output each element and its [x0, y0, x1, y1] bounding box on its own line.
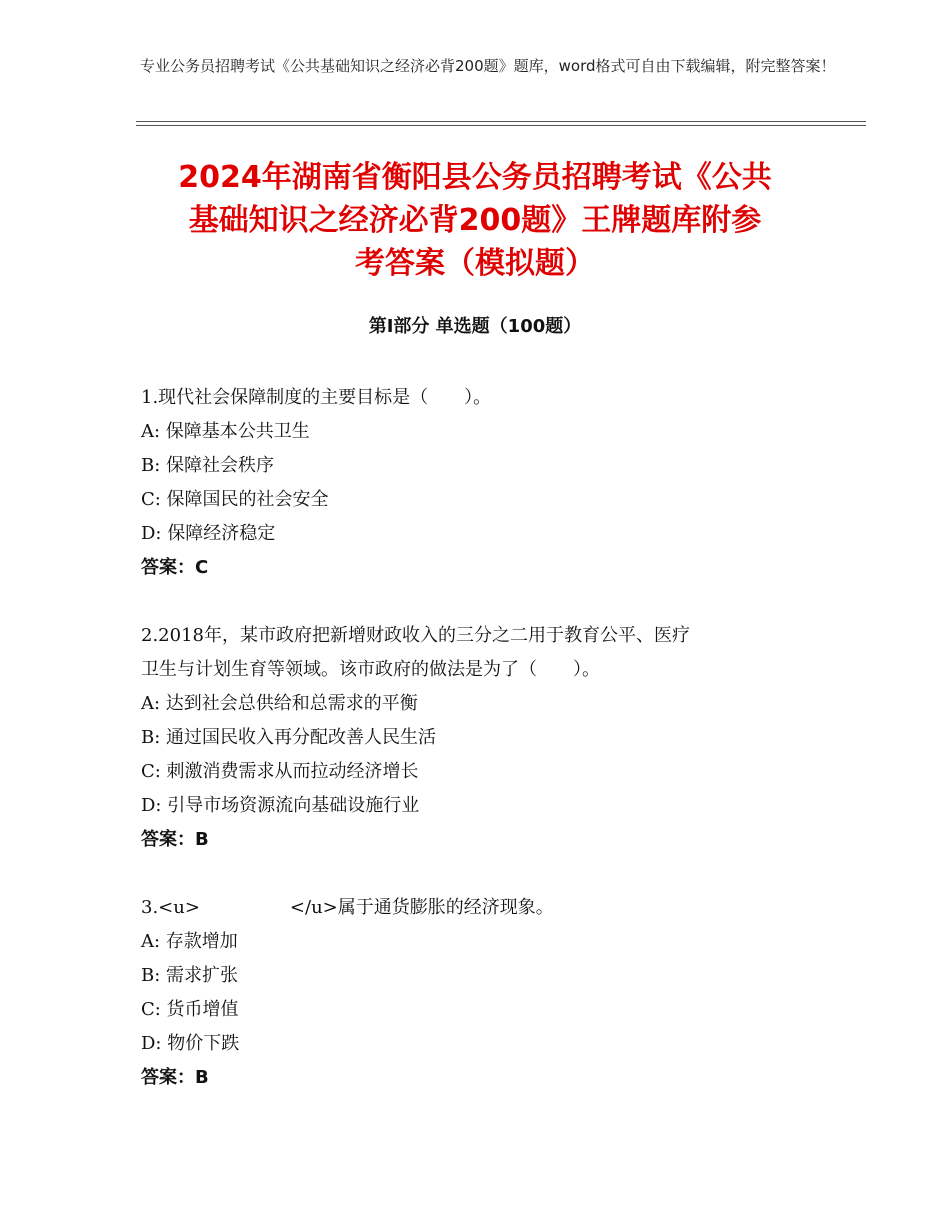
- document-title: [100, 156, 850, 285]
- option-c: C: 保障国民的社会安全: [141, 489, 329, 510]
- header-note: 专业公务员招聘考试《公共基础知识之经济必背200题》题库，word格式可自由下载编辑，附完整答案！: [140, 57, 836, 75]
- option-c: C: 刺激消费需求从而拉动经济增长: [141, 761, 419, 782]
- question-2: [141, 619, 821, 857]
- option-b: B: 保障社会秩序: [141, 455, 275, 476]
- question-stem: 3.<u> </u>属于通货膨胀的经济现象。: [141, 897, 554, 918]
- option-c: C: 货币增值: [141, 999, 239, 1020]
- title-line-1: 2024年湖南省衡阳县公务员招聘考试《公共: [178, 160, 772, 195]
- question-3: [141, 891, 821, 1095]
- question-list: [141, 381, 821, 1129]
- section-heading: 第Ⅰ部分 单选题（100题）: [368, 316, 582, 337]
- question-1: [141, 381, 821, 585]
- answer-line: 答案：B: [141, 1067, 209, 1088]
- question-stem: 2.2018年，某市政府把新增财政收入的三分之二用于教育公平、医疗: [141, 625, 690, 646]
- answer-line: 答案：C: [141, 557, 209, 578]
- header-divider: [136, 121, 866, 126]
- answer-line: 答案：B: [141, 829, 209, 850]
- option-a: A: 存款增加: [141, 931, 238, 952]
- title-line-2: 基础知识之经济必背200题》王牌题库附参: [188, 203, 762, 238]
- option-b: B: 需求扩张: [141, 965, 239, 986]
- question-stem: 1.现代社会保障制度的主要目标是（ ）。: [141, 387, 492, 408]
- question-stem-continued: 卫生与计划生育等领域。该市政府的做法是为了（ ）。: [141, 659, 600, 680]
- option-d: D: 引导市场资源流向基础设施行业: [141, 795, 420, 816]
- title-line-3: 考答案（模拟题）: [355, 246, 595, 281]
- option-a: A: 达到社会总供给和总需求的平衡: [141, 693, 418, 714]
- option-a: A: 保障基本公共卫生: [141, 421, 310, 442]
- option-d: D: 保障经济稳定: [141, 523, 276, 544]
- option-d: D: 物价下跌: [141, 1033, 240, 1054]
- option-b: B: 通过国民收入再分配改善人民生活: [141, 727, 437, 748]
